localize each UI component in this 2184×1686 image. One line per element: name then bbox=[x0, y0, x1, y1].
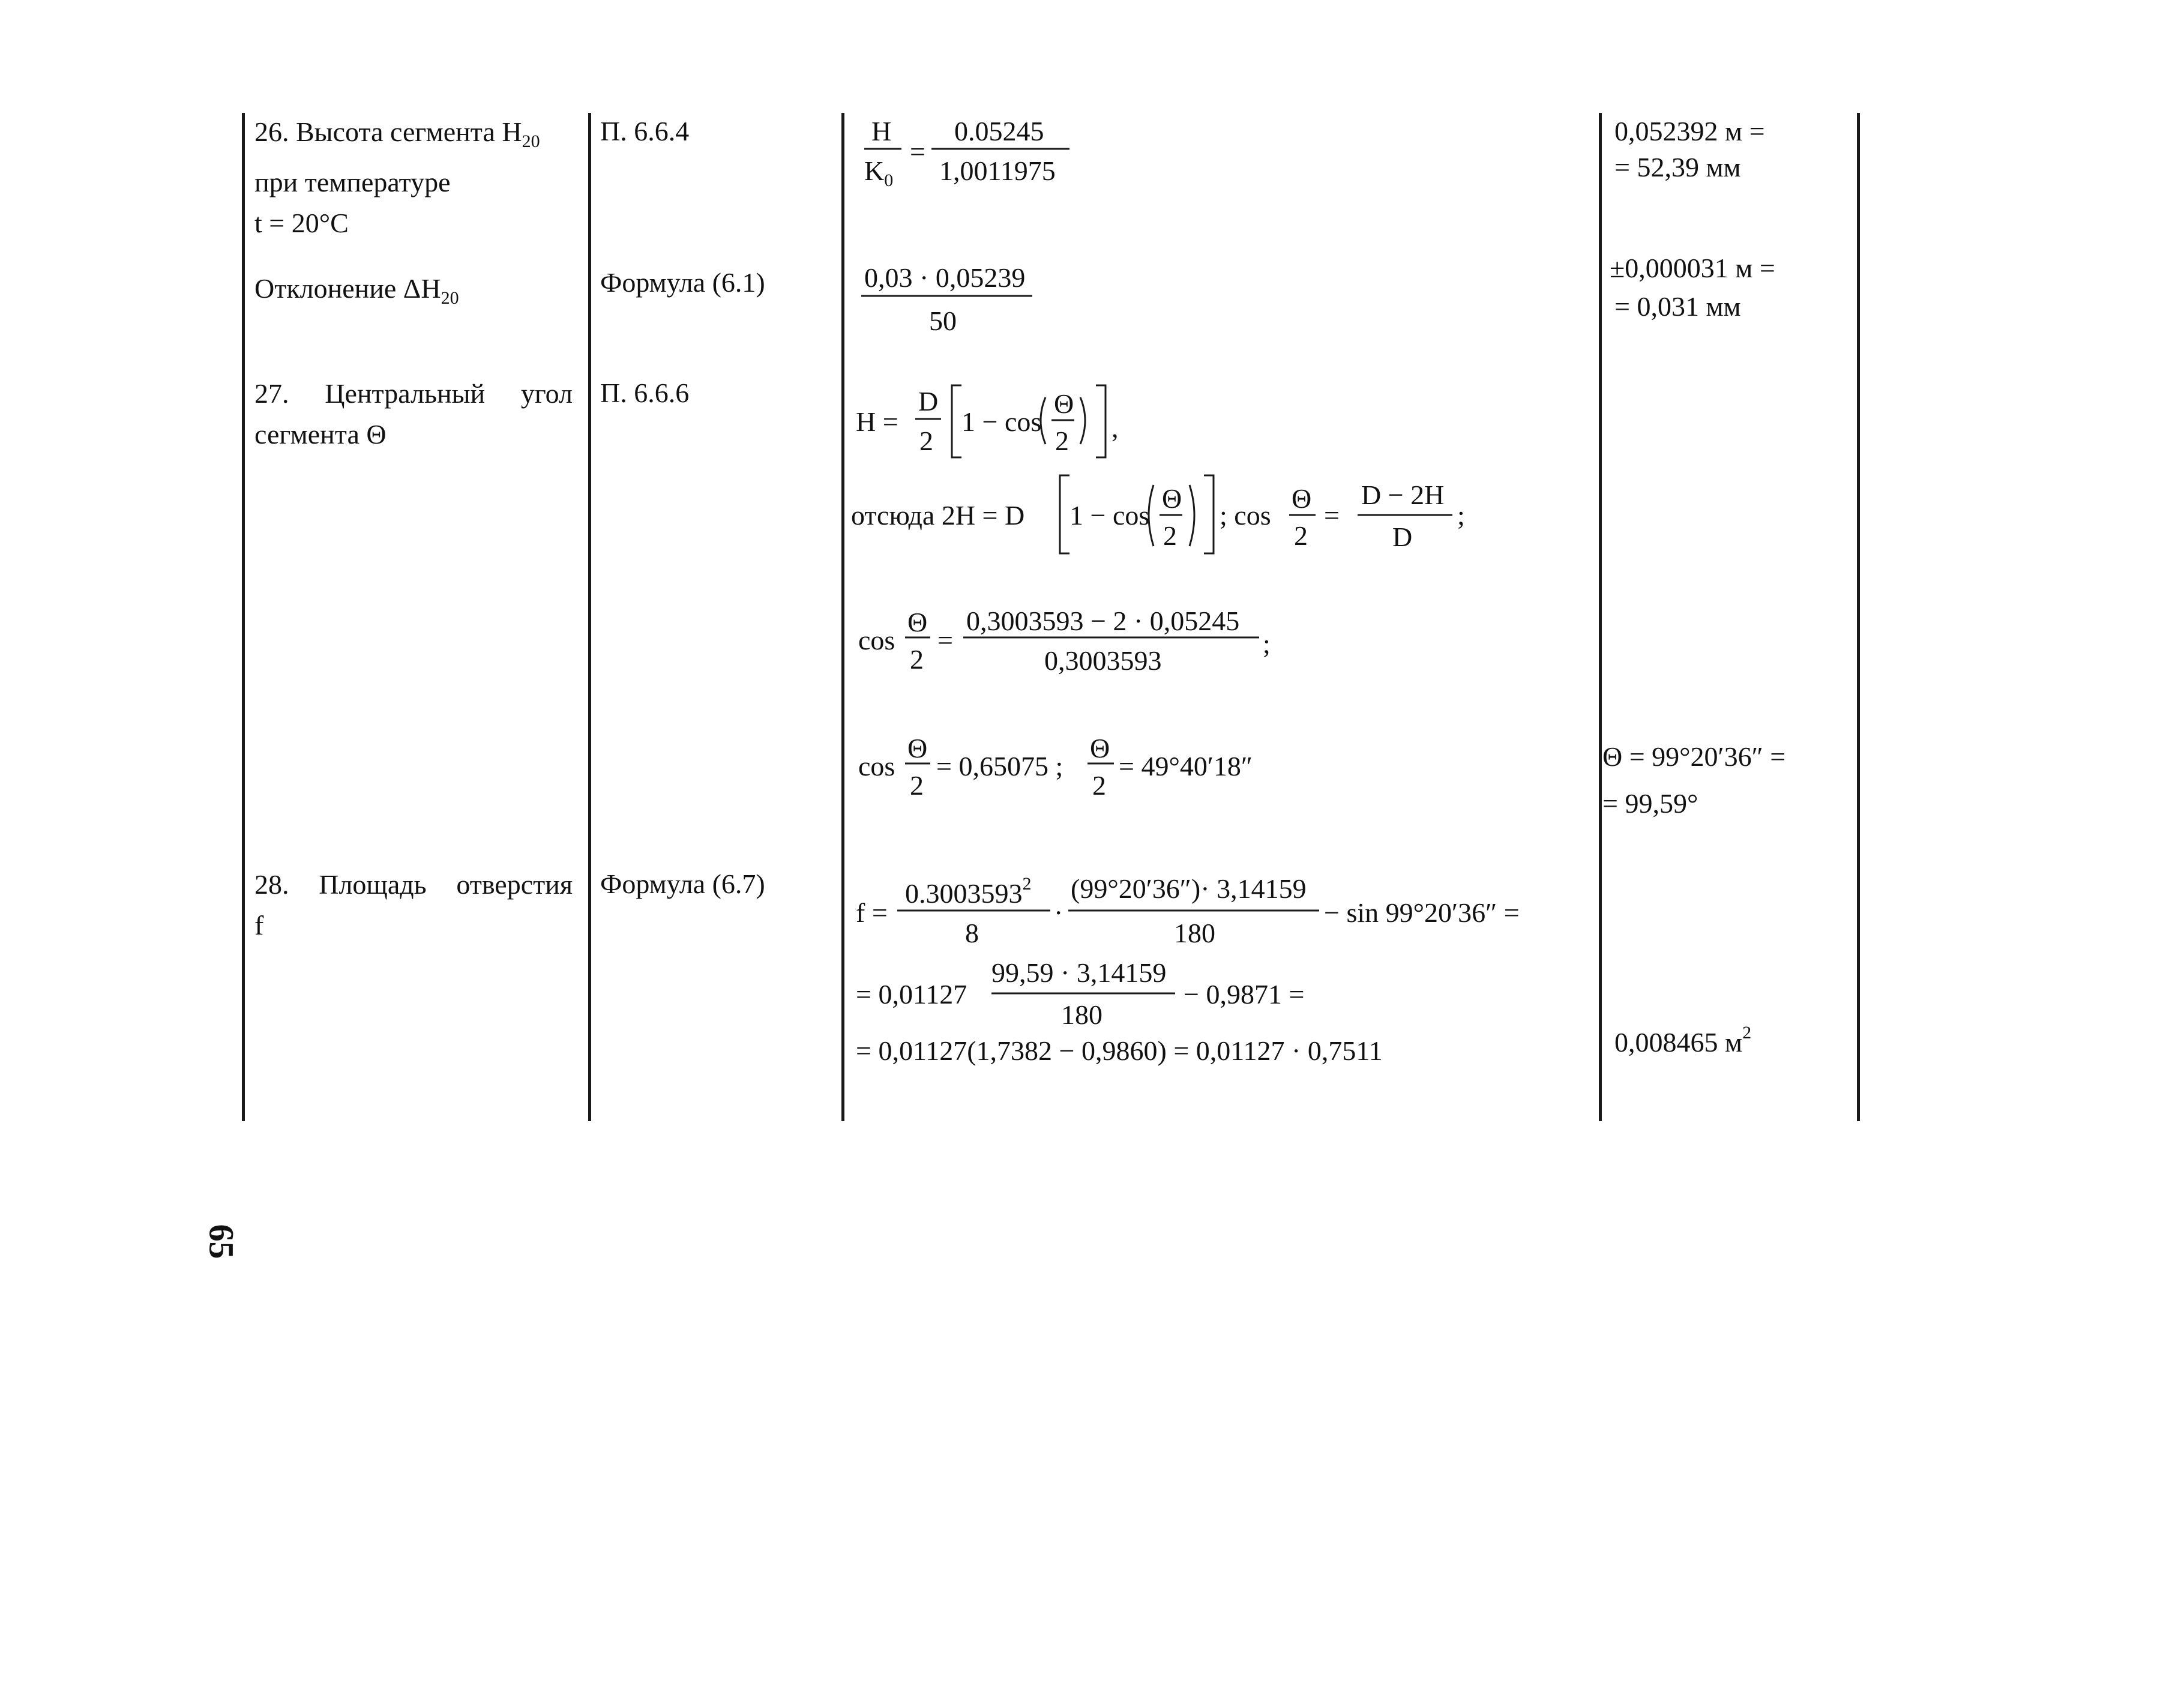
f3-two: 2 bbox=[910, 644, 924, 675]
f1-denominator-2: 180 bbox=[1174, 918, 1215, 948]
f4-cos: cos bbox=[858, 751, 895, 781]
f1-numerator-2: (99°20′36″)· 3,14159 bbox=[1071, 873, 1307, 904]
f2-numerator: 99,59 · 3,14159 bbox=[991, 957, 1167, 988]
f1-numerator-1: 0.3003593$^2$ bbox=[905, 874, 1032, 909]
f1-lhs: f = bbox=[856, 897, 888, 928]
row-27-label bbox=[254, 373, 573, 455]
row-26-equals: = bbox=[910, 136, 925, 167]
f2-tail: ; bbox=[1457, 500, 1465, 531]
f4-theta-2: Θ bbox=[1090, 733, 1110, 763]
f1-denominator-1: 8 bbox=[965, 918, 979, 948]
f2-theta: Θ bbox=[1162, 483, 1182, 514]
f2-tail: − 0,9871 = bbox=[1184, 979, 1305, 1010]
f1-dot: · bbox=[1054, 897, 1063, 928]
row-28-reference: Формула (6.7) bbox=[600, 869, 765, 899]
f1-two: 2 bbox=[1055, 426, 1069, 456]
deviation-numerator: 0,03 · 0,05239 bbox=[864, 262, 1026, 293]
f4-two-2: 2 bbox=[1092, 770, 1106, 801]
f4-two: 2 bbox=[910, 770, 924, 801]
row-28-formula-3: = 0,01127(1,7382 − 0,9860) = 0,01127 · 0,7511 bbox=[856, 1035, 1383, 1066]
row-27-title: 27. Центральный угол bbox=[254, 378, 573, 409]
row-27-result-line2: = 99,59° bbox=[1602, 788, 1698, 819]
f4-value-1: = 0,65075 ; bbox=[936, 751, 1063, 781]
row-26-reference: П. 6.6.4 bbox=[600, 116, 690, 146]
row-27-title-line2: сегмента Θ bbox=[254, 419, 387, 450]
f4-theta: Θ bbox=[907, 733, 928, 763]
f3-numerator: 0,3003593 − 2 · 0,05245 bbox=[966, 606, 1240, 636]
f3-cos: cos bbox=[858, 625, 895, 655]
f3-theta: Θ bbox=[907, 607, 928, 637]
f2-denominator: 180 bbox=[1061, 999, 1103, 1030]
f1-lhs: H = bbox=[856, 406, 898, 437]
f2-two-2: 2 bbox=[1294, 520, 1308, 551]
row-28-result: 0,008465 $м^2$ bbox=[1614, 1023, 1752, 1058]
row-26-result-line2: = 52,39 мм bbox=[1614, 152, 1741, 182]
row-28-title-line2: f bbox=[254, 910, 264, 941]
f2-lhs: = 0,01127 bbox=[856, 979, 967, 1010]
f1-numerator: D bbox=[918, 386, 939, 417]
f2-two: 2 bbox=[1163, 520, 1177, 551]
row-28-label bbox=[254, 864, 573, 946]
f2-equals: = bbox=[1324, 500, 1340, 531]
page-number: 65 bbox=[202, 1224, 241, 1259]
f2-theta-2: Θ bbox=[1292, 483, 1312, 514]
f1-theta: Θ bbox=[1054, 388, 1074, 419]
row-26-title-line3: t = 20°C bbox=[254, 208, 349, 238]
row-26-label bbox=[254, 112, 579, 244]
f2-rhs-numerator: D − 2H bbox=[1361, 480, 1445, 510]
deviation-denominator: 50 bbox=[929, 306, 957, 336]
row-27-reference: П. 6.6.6 bbox=[600, 378, 690, 408]
f1-tail: − sin 99°20′36″ = bbox=[1324, 897, 1520, 928]
row-26-title-line2: при температуре bbox=[254, 167, 451, 197]
f1-tail: , bbox=[1112, 412, 1119, 443]
deviation-result-line1: ±0,000031 м = bbox=[1610, 253, 1775, 283]
f1-denominator: 2 bbox=[919, 426, 933, 456]
f4-value-2: = 49°40′18″ bbox=[1119, 751, 1253, 781]
row-26-result-line1: 0,052392 м = bbox=[1614, 116, 1765, 146]
row-26-lhs-numerator: H bbox=[871, 116, 892, 146]
row-28-title: 28. Площадь отверстия bbox=[254, 869, 573, 900]
row-26-rhs-numerator: 0.05245 bbox=[954, 116, 1044, 146]
f3-tail: ; bbox=[1263, 628, 1271, 659]
row-26-lhs-denominator: $K_0$ bbox=[864, 155, 894, 190]
row-26-title: 26. Высота сегмента $H_{20}$ bbox=[254, 116, 540, 151]
row-27-result-line1: Θ = 99°20′36″ = bbox=[1602, 741, 1786, 772]
f2-prefix: отсюда 2H = D bbox=[851, 500, 1025, 531]
f2-inner: 1 − cos bbox=[1069, 500, 1150, 531]
f1-inner: 1 − cos bbox=[961, 406, 1042, 437]
row-26-rhs-denominator: 1,0011975 bbox=[939, 155, 1056, 186]
deviation-reference: Формула (6.1) bbox=[600, 267, 765, 298]
deviation-label: Отклонение $\Delta H_{20}$ bbox=[254, 273, 459, 308]
f2-rhs-denominator: D bbox=[1392, 522, 1413, 552]
f2-mid: ; cos bbox=[1220, 500, 1271, 531]
f3-equals: = bbox=[937, 625, 953, 655]
deviation-result-line2: = 0,031 мм bbox=[1614, 291, 1741, 322]
f3-denominator: 0,3003593 bbox=[1044, 645, 1162, 676]
